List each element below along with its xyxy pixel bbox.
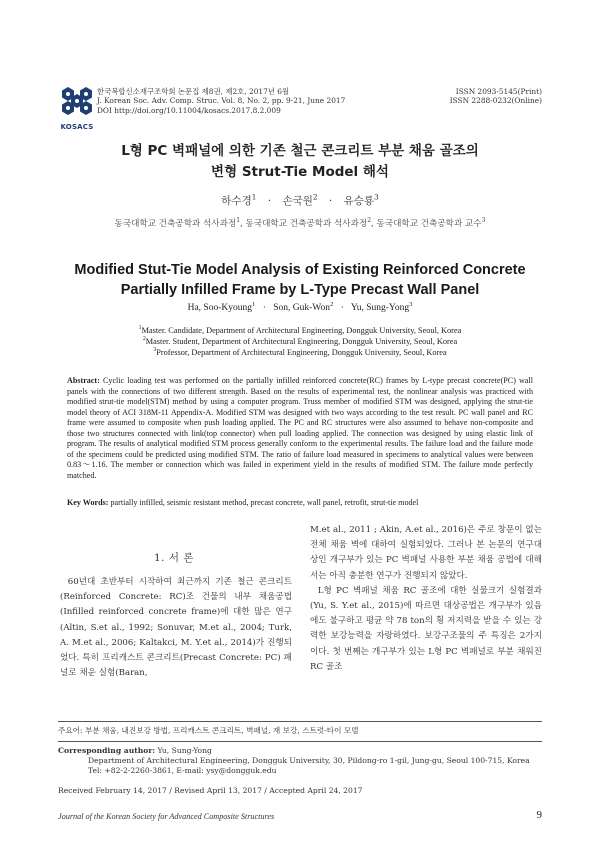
english-author-2: Son, Guk-Won [273, 303, 330, 313]
english-affil-3: $^3$Professor, Department of Architectural Engineering, Dongguk University, Seoul, Korea [153, 346, 447, 357]
abstract-label: Abstract: [67, 376, 100, 385]
corresponding-rule [58, 741, 542, 742]
doi-link[interactable]: DOI http://doi.org/10.11004/kosacs.2017.8.2.009 [97, 105, 281, 115]
english-title-line1: Modified Stut-Tie Model Analysis of Existing Reinforced Concrete [74, 262, 526, 278]
english-authors: Ha, Soo-Kyoung$^1$ · Son, Guk-Won$^2$ · Yu, Sung-Yong$^3$ [187, 300, 413, 313]
right-paragraph-2: L형 PC 벽패널 채움 RC 골조에 대한 실물크기 실험결과(Yu, S. Y.et al., 2015)에 따르면 대상공법은 개구부가 있음에도 불구하고 평균 약 78 ton의 횡 저지력을 받을 수 있는 강력한 보강능력을 자랑하였다. 보강구조물의 주 특징은 2가지이다. 첫 번째는 개구부가 있는 L형 PC 벽패널로 부분 채워진 RC 골조 [310, 585, 542, 672]
received-dates: Received February 14, 2017 / Revised April 13, 2017 / Accepted April 24, 2017 [58, 786, 363, 795]
abstract-text: Cyclic loading test was performed on the partially infilled reinforced concrete(RC) frames by L-type precast concrete(PC) wall panels with the connections of two different strength. Based on the results of experimental test, the nonlinear analysis was practiced with modified strut-tie model(STM) method by using a computer program. Truss member of modified STM was designed, applying the strut-tie model theory of ACI 318M-11 Appendix-A. Modified STM was designed with two ways according to the test result. PC wall panel and RC frame were assumed to composite when push loading applied. The PC and RC structures were also assumed to behave non-composite and those two structures connected with link(top connector) when pull loading applied. The connection was designed by using elastic link of program. The results of analytical modified STM process generally conform to the experimental results. The failure load and the failure mode of the specimens could be predicted using modified STM. The ratio of failure load measured in specimens to analytical values were between 0.83～1.16. The member or connection which was failed in experiment yield in the results of modified STM. The failure mode perfectly matched. [67, 376, 533, 480]
korean-title-line2: 변형 Strut-Tie Model 해석 [211, 164, 389, 180]
korean-author-2: 손국원 [282, 195, 313, 207]
korean-affil-1: 동국대학교 건축공학과 석사과정 [114, 219, 237, 229]
korean-title [40, 141, 560, 183]
issn-print: ISSN 2093-5145(Print) [455, 87, 542, 96]
corresponding-dept: Department of Architectural Engineering, Dongguk University, 30, Pildong-ro 1-gil, Jung-gu, Seoul 100-715, Korea [88, 756, 530, 765]
keywords-label: Key Words: [67, 498, 109, 507]
journal-footer: Journal of the Korean Society for Advanced Composite Structures [58, 812, 275, 821]
korean-author-1: 하수경 [221, 195, 252, 207]
corresponding-name: Yu, Sung-Yong [157, 746, 212, 755]
page-number: 9 [536, 809, 542, 821]
corresponding-label: Corresponding author: [58, 746, 156, 755]
korean-affiliations: 동국대학교 건축공학과 석사과정$^1$, 동국대학교 건축공학과 석사과정$^2$, 동국대학교 건축공학과 교수$^3$ [114, 217, 486, 229]
keywords-text: partially infilled, seismic resistant method, precast concrete, wall panel, retrofit, strut-tie model [110, 498, 419, 507]
english-affil-2: $^2$Master. Student, Department of Architectural Engineering, Dongguk University, Seoul, Korea [142, 336, 458, 346]
issn-block [400, 87, 542, 106]
english-citation: J. Korean Soc. Adv. Comp. Struc. Vol. 8, No. 2, pp. 9-21, June 2017 [97, 96, 346, 106]
citation-block [97, 87, 397, 115]
issn-online: ISSN 2288-0232(Online) [449, 96, 542, 106]
abstract [67, 376, 533, 481]
korean-authors: 하수경$^1$ · 손국원$^2$ · 유승룡$^3$ [221, 192, 379, 207]
corresponding-contact: Tel: +82-2-2260-3861, E-mail: ysy@dongguk.edu [88, 766, 277, 775]
english-affil-1: $^1$Master. Candidate, Department of Architectural Engineering, Dongguk University, Seoul, Korea [138, 325, 462, 335]
right-paragraph-1: M.et al., 2011 ; Akin, A.et al., 2016)은 주로 창문이 없는 전체 채움 벽에 대하여 실험되었다. 그러나 본 논문의 연구대상인 개구부가 있는 PC 벽패널 사용한 부분 채움 공법에 대해서는 아직 충분한 연구가 진행되지 않았다. [310, 525, 542, 581]
left-column [60, 575, 292, 681]
left-paragraph: 60년대 초반부터 시작하여 최근까지 기존 철근 콘크리트(Reinforced Concrete: RC)조 건물의 내부 채움공법(Infilled reinforced concrete frame)에 대한 많은 연구(Altin, S.et al., 1992; Sonuvar, M.et al., 2004; Turk, A. M.et al., 2006; Kaltakci, M. Y.et al., 2014)가 진행되었다. 특히 프리캐스트 콘크리트(Precast Concrete: PC) 패널로 채운 실험(Baran, [60, 577, 292, 679]
english-author-3: Yu, Sung-Yong [350, 303, 410, 313]
kosacs-logo-icon [58, 84, 96, 118]
logo-text: KOSACS [60, 123, 94, 131]
footnote-rule [58, 721, 542, 722]
english-title-line2: Partially Infilled Frame by L-Type Precast Wall Panel [120, 282, 480, 298]
korean-citation: 한국복합신소재구조학회 논문집 제8권, 제2호, 2017년 6월 [97, 87, 290, 96]
korean-affil-3: 동국대학교 건축공학과 교수 [376, 219, 482, 229]
english-author-1: Ha, Soo-Kyoung [187, 303, 252, 313]
korean-author-3: 유승룡 [343, 195, 375, 207]
journal-logo [58, 84, 96, 131]
section-title: 1. 서 론 [154, 552, 194, 564]
korean-title-line1: L형 PC 벽패널에 의한 기존 철근 콘크리트 부분 채움 골조의 [121, 143, 479, 159]
korean-affil-2: 동국대학교 건축공학과 석사과정 [245, 219, 368, 229]
right-column [310, 523, 542, 675]
keywords [67, 498, 537, 507]
korean-keywords: 주요어: 부분 채움, 내진보강 방법, 프리캐스트 콘크리트, 벽패널, 재 보강, 스트럿-타이 모델 [58, 726, 359, 735]
english-affiliations [40, 326, 560, 358]
corresponding-author [58, 746, 542, 776]
english-title [40, 260, 560, 300]
